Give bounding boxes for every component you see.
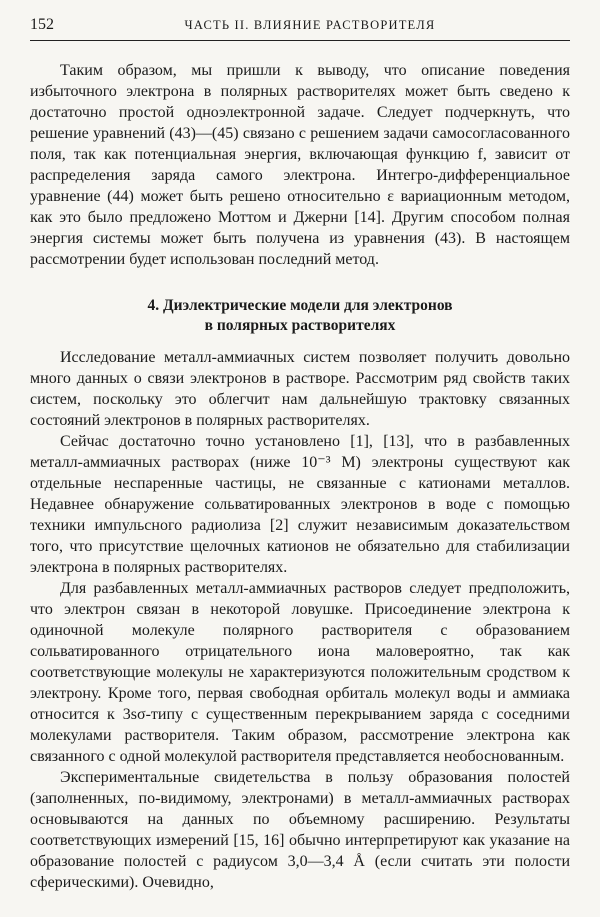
paragraph-1: Исследование металл-аммиачных систем позволяет получить довольно много данных о связи электронов в растворе. Рассмотрим ряд свойств таких систем, поскольку это облегчит нам дальнейшую трактовку связанных состояний электронов в полярных растворителях. (30, 349, 570, 429)
page-number: 152 (30, 16, 54, 33)
section-heading-line-2: в полярных растворителях (204, 317, 396, 334)
paragraph-conclusion: Таким образом, мы пришли к выводу, что описание поведения избыточного электрона в полярных растворителях может быть сведено к достаточно простой одноэлектронной задаче. Следует подчеркнуть, что решение уравнений (43)—(45) связано с решением задачи самосогласованного поля, так как потенциальная энергия, включающая функцию f, зависит от распределения заряда самого электрона. Интегро-дифференциальное уравнение (44) может быть решено относительно ε вариационным методом, как это было предложено Моттом и Джерни [14]. Другим способом полная энергия системы может быть получена из уравнения (43). В настоящем рассмотрении будет использован последний метод. (30, 62, 570, 268)
paragraph-3: Для разбавленных металл-аммиачных растворов следует предположить, что электрон связан в некоторой ловушке. Присоединение электрона к одиночной молекуле полярного растворителя с образованием сольватированного отрицательного иона маловероятно, так как соответствующие молекулы не характеризуются положительным сродством к электрону. Кроме того, первая свободная орбиталь молекул воды и аммиака относится к 3sσ-типу с существенным перекрыванием заряда с соседними молекулами растворителя. Таким образом, рассмотрение электрона как связанного с одной молекулой растворителя представляется необоснованным. (30, 580, 570, 765)
paragraph-4: Экспериментальные свидетельства в пользу образования полостей (заполненных, по-видимому, электронами) в металл-аммиачных растворах основываются на данных по объемному расширению. Результаты соответствующих измерений [15, 16] обычно интерпретируют как указание на образование полостей с радиусом 3,0—3,4 Å (если считать эти полости сферическими). Очевидно, (30, 769, 570, 891)
paragraph-2: Сейчас достаточно точно установлено [1], [13], что в разбавленных металл-аммиачных растворах (ниже 10⁻³ M) электроны существуют как отдельные неспаренные частицы, не связанные с катионами металлов. Недавнее обнаружение сольватированных электронов в воде с помощью техники импульсного радиолиза [2] служит независимым доказательством того, что присутствие щелочных катионов не обязательно для стабилизации электрона в полярных растворителях. (30, 433, 570, 576)
running-head: ЧАСТЬ II. ВЛИЯНИЕ РАСТВОРИТЕЛЯ (184, 18, 436, 32)
body-text (30, 60, 570, 893)
page-header (30, 14, 570, 41)
section-heading-line-1: 4. Диэлектрические модели для электронов (147, 297, 453, 314)
section-heading (30, 296, 570, 336)
